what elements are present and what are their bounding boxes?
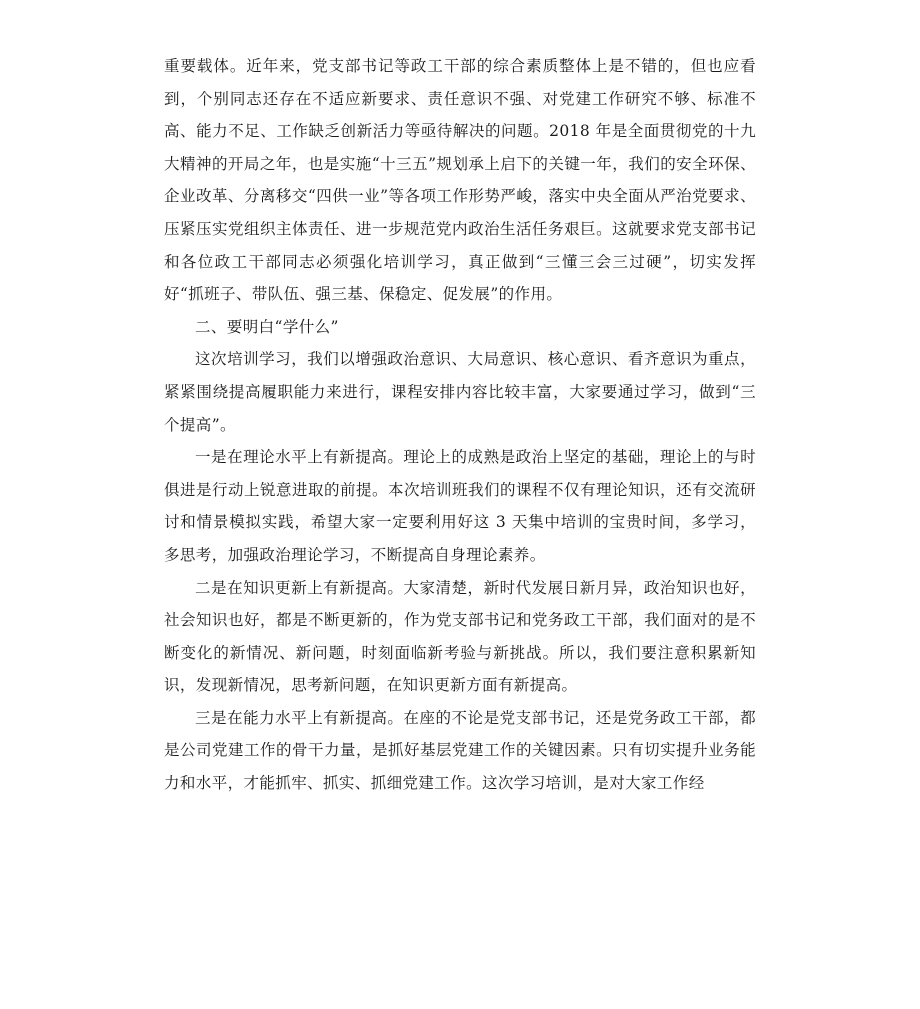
section-heading: 二、要明白“学什么” [195,317,339,336]
paragraph-knowledge: 二是在知识更新上有新提高。大家清楚，新时代发展日新月异，政治知识也好，社会知识也好，都是不断更新的，作为党支部书记和党务政工干部，我们面对的是不断变化的新情况、新问题，时刻面临新考验与新挑战。所以，我们要注意积累新知识，发现新情况，思考新问题，在知识更新方面有新提高。 [164,578,756,695]
paragraph-ability: 三是在能力水平上有新提高。在座的不论是党支部书记，还是党务政工干部，都是公司党建工作的骨干力量，是抓好基层党建工作的关键因素。只有切实提升业务能力和水平，才能抓牢、抓实、抓细党建工作。这次学习培训，是对大家工作经 [164,708,756,793]
paragraph-intro: 这次培训学习，我们以增强政治意识、大局意识、核心意识、看齐意识为重点，紧紧围绕提高履职能力来进行，课程安排内容比较丰富，大家要通过学习，做到“三个提高”。 [164,350,756,434]
paragraph-theory: 一是在理论水平上有新提高。理论上的成熟是政治上坚定的基础，理论上的与时俱进是行动上锐意进取的前提。本次培训班我们的课程不仅有理论知识，还有交流研讨和情景模拟实践，希望大家一定要利用好这 3 天集中培训的宝贵时间，多学习，多思考，加强政治理论学习，不断提高自身理论素养。 [164,448,756,564]
paragraph-continuation: 重要载体。近年来，党支部书记等政工干部的综合素质整体上是不错的，但也应看到，个别同志还存在不适应新要求、责任意识不强、对党建工作研究不够、标准不高、能力不足、工作缺乏创新活力等亟待解决的问题。2018 年是全面贯彻党的十九大精神的开局之年，也是实施“十三五”规划承上启下的关键一年，我们的安全环保、企业改革、分离移交“四供一业”等各项工作形势严峻，落实中央全面从严治党要求、压紧压实党组织主体责任、进一步规范党内政治生活任务艰巨。这就要求党支部书记和各位政工干部同志必须强化培训学习，真正做到“三懂三会三过硬”，切实发挥好“抓班子、带队伍、强三基、保稳定、促发展”的作用。 [164,57,756,304]
document-body [164,50,756,800]
